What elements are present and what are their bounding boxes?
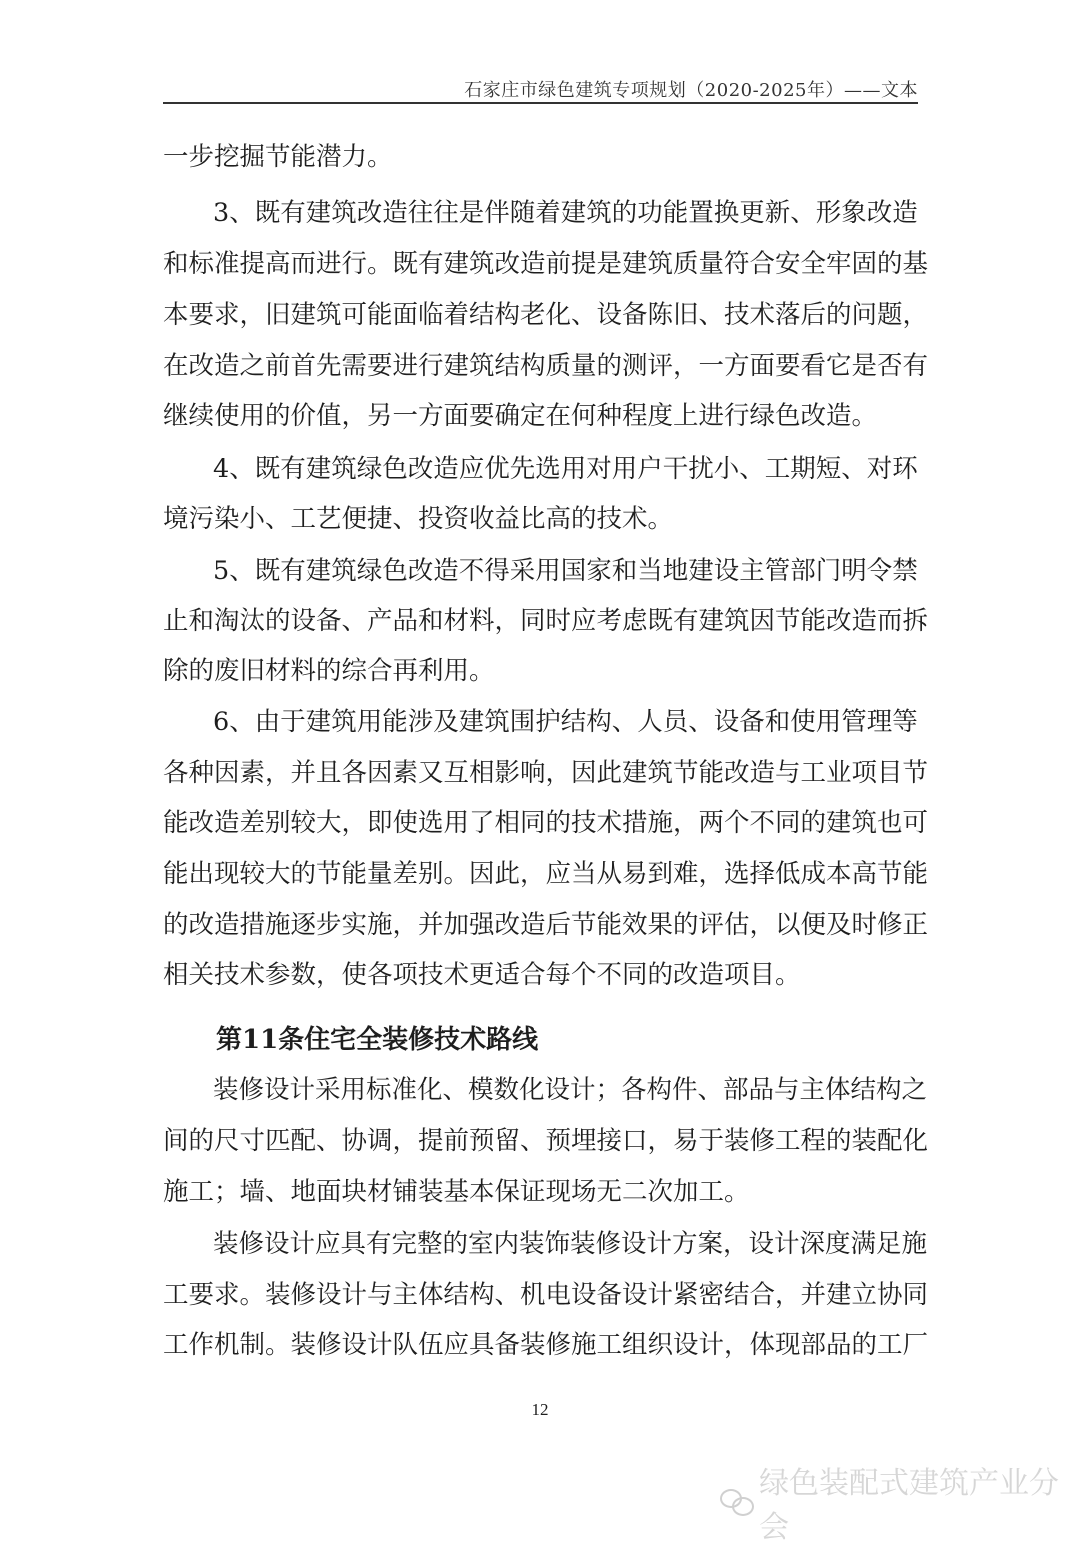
text-line: 相关技术参数，使各项技术更适合每个不同的改造项目。: [163, 960, 801, 990]
text-line: 间的尺寸匹配、协调，提前预留、预埋接口，易于装修工程的装配化: [163, 1126, 929, 1156]
text-line: 本要求，旧建筑可能面临着结构老化、设备陈旧、技术落后的问题，: [163, 300, 929, 330]
page-number: 12: [531, 1400, 549, 1419]
text-line: 装修设计采用标准化、模数化设计；各构件、部品与主体结构之: [213, 1075, 928, 1105]
text-line: 和标准提高而进行。既有建筑改造前提是建筑质量符合安全牢固的基: [163, 249, 929, 279]
text-line: 除的废旧材料的综合再利用。: [163, 656, 495, 686]
text-line: 5、既有建筑绿色改造不得采用国家和当地建设主管部门明令禁: [213, 556, 918, 586]
text-line: 4、既有建筑绿色改造应优先选用对用户干扰小、工期短、对环: [213, 454, 918, 484]
text-line: 6、由于建筑用能涉及建筑围护结构、人员、设备和使用管理等: [213, 707, 918, 737]
watermark-text: 绿色装配式建筑产业分会: [759, 1466, 1060, 1545]
watermark: [720, 1458, 1080, 1546]
text-line: 装修设计应具有完整的室内装饰装修设计方案，设计深度满足施: [213, 1229, 928, 1259]
wechat-icon: [720, 1487, 753, 1517]
text-line: 的改造措施逐步实施，并加强改造后节能效果的评估，以便及时修正: [163, 910, 929, 940]
section-heading: 第11条住宅全装修技术路线: [216, 1025, 539, 1055]
text-line: 境污染小、工艺便捷、投资收益比高的技术。: [163, 504, 674, 534]
header-rule: [163, 102, 918, 104]
running-header: 石家庄市绿色建筑专项规划（2020-2025年）——文本: [464, 80, 918, 101]
text-line: 止和淘汰的设备、产品和材料，同时应考虑既有建筑因节能改造而拆: [163, 606, 929, 636]
text-line: 继续使用的价值，另一方面要确定在何种程度上进行绿色改造。: [163, 401, 878, 431]
text-line: 能改造差别较大，即使选用了相同的技术措施，两个不同的建筑也可: [163, 808, 929, 838]
text-line: 工要求。装修设计与主体结构、机电设备设计紧密结合，并建立协同: [163, 1280, 929, 1310]
text-line: 工作机制。装修设计队伍应具备装修施工组织设计，体现部品的工厂: [163, 1330, 929, 1360]
text-line: 一步挖掘节能潜力。: [163, 142, 393, 172]
text-line: 3、既有建筑改造往往是伴随着建筑的功能置换更新、形象改造: [213, 198, 918, 228]
text-line: 各种因素，并且各因素又互相影响，因此建筑节能改造与工业项目节: [163, 758, 929, 788]
text-line: 能出现较大的节能量差别。因此，应当从易到难，选择低成本高节能: [163, 859, 929, 889]
text-line: 在改造之前首先需要进行建筑结构质量的测评，一方面要看它是否有: [163, 351, 929, 381]
text-line: 施工；墙、地面块材铺装基本保证现场无二次加工。: [163, 1177, 750, 1207]
